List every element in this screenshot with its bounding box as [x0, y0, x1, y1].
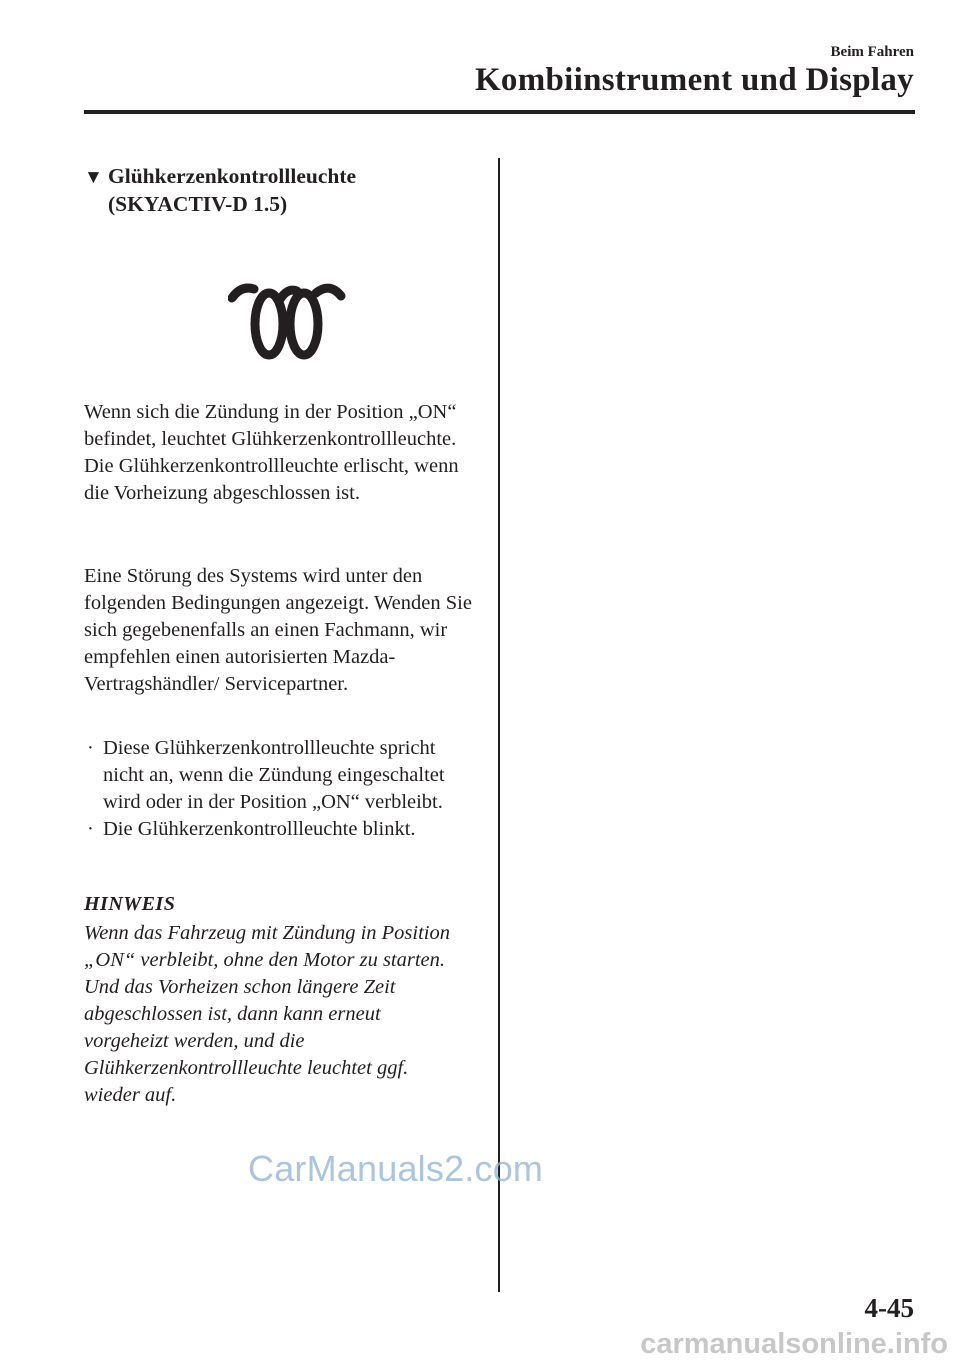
bullet-dot: · [87, 737, 94, 759]
watermark-footer: carmanualsonline.info [640, 1328, 948, 1360]
list-item [84, 735, 479, 816]
section-title: Kombiinstrument und Display [474, 62, 914, 98]
column-divider [498, 158, 500, 1292]
list-item [84, 816, 479, 843]
page-number: 4-45 [864, 1293, 914, 1323]
watermark-center: CarManuals2.com [248, 1148, 544, 1189]
note-text: Wenn das Fahrzeug mit Zündung in Position „ON“ verbleibt, ohne den Motor zu starten. Und das Vorheizen schon längere Zeit abgeschlossen ist, dann kann erneut vorgeheizt werden, und die Glühkerzenkontrollleuchte leuchtet ggf. wieder auf. [84, 922, 450, 1106]
note-title: HINWEIS [84, 893, 176, 915]
condition-list [84, 735, 479, 843]
glow-plug-coil-icon [228, 278, 346, 362]
header-rule [84, 110, 915, 114]
paragraph-2: Eine Störung des Systems wird unter den folgenden Bedingungen angezeigt. Wenden Sie sich gegebenenfalls an einen Fachmann, wir empfehlen einen autorisierten Mazda-Vertragshändler/ Servicepartner. [84, 565, 472, 695]
bullet-dot: · [87, 818, 94, 840]
triangle-down-icon: ▼ [84, 167, 103, 188]
heading-line-1: Glühkerzenkontrollleuchte [108, 164, 357, 188]
paragraph-1: Wenn sich die Zündung in der Position „ON“ befindet, leuchtet Glühkerzenkontrollleuchte. Die Glühkerzenkontrollleuchte erlischt, wenn die Vorheizung abgeschlossen ist. [84, 401, 459, 504]
chapter-title: Beim Fahren [830, 44, 914, 60]
list-item-text: Die Glühkerzenkontrollleuchte blinkt. [103, 818, 416, 840]
heading-line-2: (SKYACTIV-D 1.5) [108, 192, 288, 216]
list-item-text: Diese Glühkerzenkontrollleuchte spricht nicht an, wenn die Zündung eingeschaltet wird oder in der Position „ON“ verbleibt. [103, 737, 445, 813]
